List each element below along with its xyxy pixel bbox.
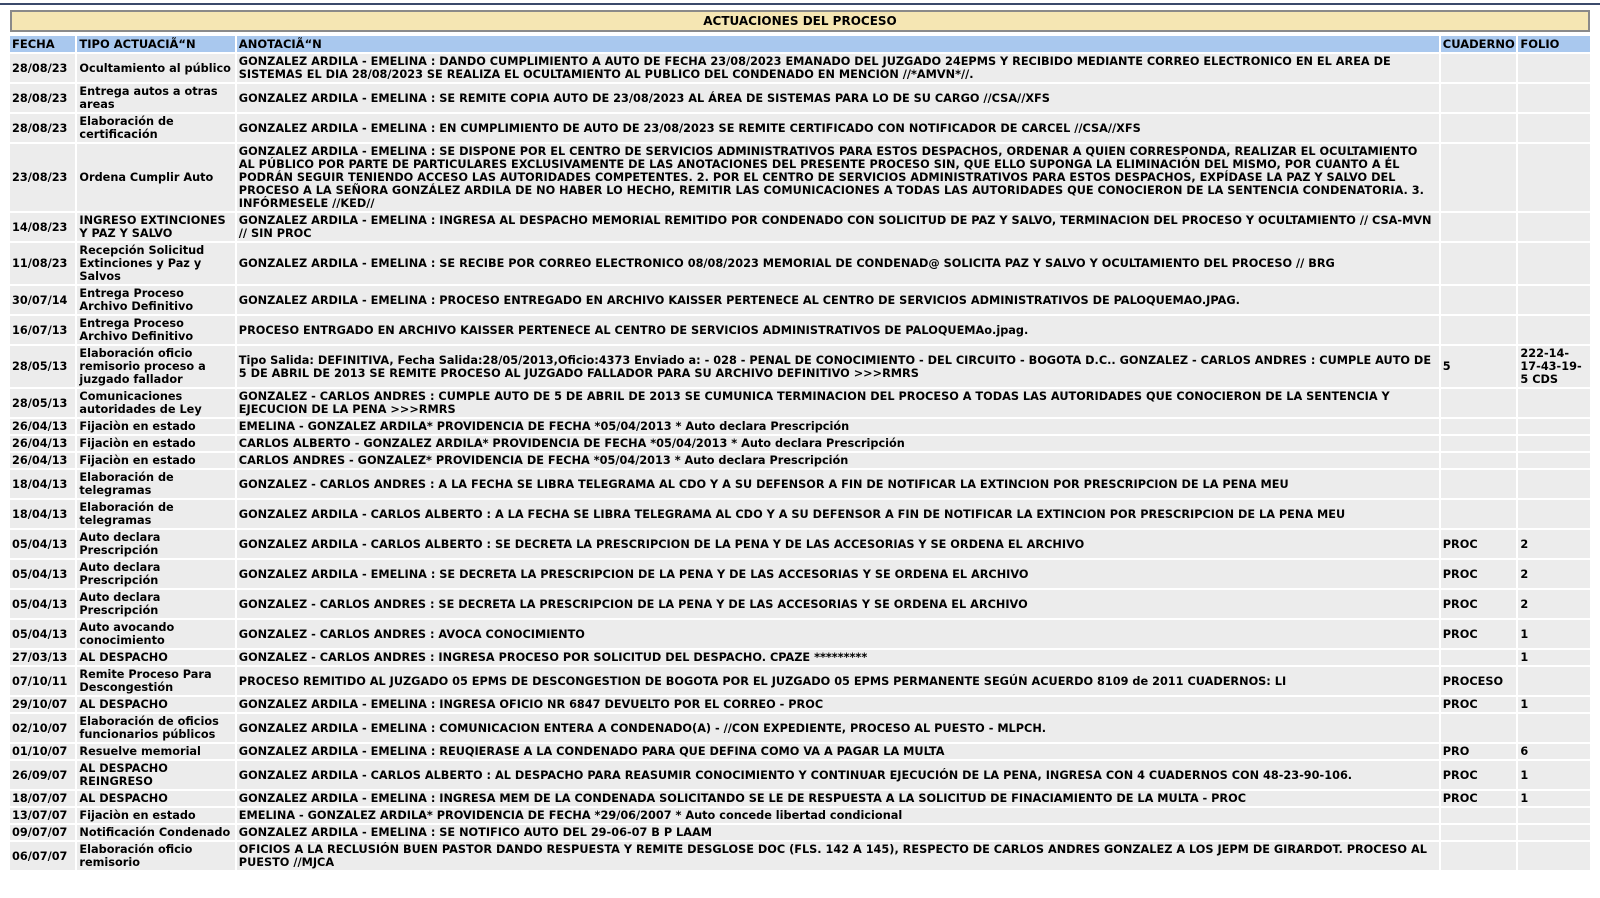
- cell-anotacion: GONZALEZ ARDILA - EMELINA : REUQIERASE A LA CONDENADO PARA QUE DEFINA COMO VA A PAGAR LA MULTA: [237, 744, 1439, 759]
- cell-folio: [1518, 436, 1590, 451]
- cell-cuaderno: [1441, 286, 1517, 314]
- cell-tipo-actuacion: AL DESPACHO: [77, 791, 234, 806]
- cell-fecha: 28/05/13: [10, 389, 75, 417]
- cell-folio: [1518, 389, 1590, 417]
- cell-cuaderno: [1441, 316, 1517, 344]
- cell-cuaderno: [1441, 213, 1517, 241]
- cell-tipo-actuacion: Resuelve memorial: [77, 744, 234, 759]
- cell-fecha: 28/08/23: [10, 114, 75, 142]
- cell-tipo-actuacion: Recepción Solicitud Extinciones y Paz y Salvos: [77, 243, 234, 284]
- cell-anotacion: GONZALEZ - CARLOS ANDRES : CUMPLE AUTO DE 5 DE ABRIL DE 2013 SE CUMUNICA TERMINACION DEL PROCESO A TODAS LAS AUTORIDADES QUE CONOCIERON DE LA SENTENCIA Y EJECUCION DE LA PENA >>>RMRS: [237, 389, 1439, 417]
- cell-anotacion: GONZALEZ ARDILA - EMELINA : SE REMITE COPIA AUTO DE 23/08/2023 AL ÁREA DE SISTEMAS PARA LO DE SU CARGO //CSA//XFS: [237, 84, 1439, 112]
- cell-tipo-actuacion: Elaboración oficio remisorio: [77, 842, 234, 870]
- table-row: [10, 825, 1590, 840]
- cell-anotacion: GONZALEZ ARDILA - EMELINA : SE DECRETA LA PRESCRIPCION DE LA PENA Y DE LAS ACCESORIAS Y SE ORDENA EL ARCHIVO: [237, 560, 1439, 588]
- table-row: [10, 316, 1590, 344]
- cell-cuaderno: PROC: [1441, 560, 1517, 588]
- cell-folio: 2: [1518, 530, 1590, 558]
- cell-folio: [1518, 114, 1590, 142]
- cell-cuaderno: [1441, 500, 1517, 528]
- cell-fecha: 26/04/13: [10, 436, 75, 451]
- cell-cuaderno: [1441, 470, 1517, 498]
- cell-cuaderno: [1441, 144, 1517, 211]
- cell-cuaderno: [1441, 389, 1517, 417]
- table-row: [10, 667, 1590, 695]
- table-row: [10, 697, 1590, 712]
- table-row: [10, 419, 1590, 434]
- cell-fecha: 01/10/07: [10, 744, 75, 759]
- cell-fecha: 26/04/13: [10, 453, 75, 468]
- cell-anotacion: GONZALEZ ARDILA - EMELINA : DANDO CUMPLIMIENTO A AUTO DE FECHA 23/08/2023 EMANADO DEL JUZGADO 24EPMS Y RECIBIDO MEDIANTE CORREO ELECTRONICO EN EL AREA DE SISTEMAS EL DIA 28/08/2023 SE REALIZA EL OCULTAMIENTO AL PUBLICO DEL CONDENADO EN MENCION //*AMVN*//.: [237, 54, 1439, 82]
- cell-cuaderno: [1441, 243, 1517, 284]
- cell-tipo-actuacion: Ocultamiento al público: [77, 54, 234, 82]
- cell-tipo-actuacion: Fijaciòn en estado: [77, 436, 234, 451]
- cell-fecha: 13/07/07: [10, 808, 75, 823]
- cell-anotacion: EMELINA - GONZALEZ ARDILA* PROVIDENCIA DE FECHA *29/06/2007 * Auto concede libertad condicional: [237, 808, 1439, 823]
- cell-anotacion: GONZALEZ - CARLOS ANDRES : AVOCA CONOCIMIENTO: [237, 620, 1439, 648]
- table-row: [10, 560, 1590, 588]
- cell-cuaderno: PROC: [1441, 791, 1517, 806]
- table-row: [10, 54, 1590, 82]
- cell-fecha: 05/04/13: [10, 560, 75, 588]
- cell-folio: 6: [1518, 744, 1590, 759]
- cell-fecha: 18/04/13: [10, 470, 75, 498]
- cell-cuaderno: [1441, 453, 1517, 468]
- cell-fecha: 27/03/13: [10, 650, 75, 665]
- actuaciones-table: [8, 34, 1592, 872]
- cell-anotacion: OFICIOS A LA RECLUSIÓN BUEN PASTOR DANDO RESPUESTA Y REMITE DESGLOSE DOC (FLS. 142 A 145), RESPECTO DE CARLOS ANDRES GONZALEZ A LOS JEPM DE GIRARDOT. PROCESO AL PUESTO //MJCA: [237, 842, 1439, 870]
- cell-anotacion: GONZALEZ ARDILA - CARLOS ALBERTO : A LA FECHA SE LIBRA TELEGRAMA AL CDO Y A SU DEFENSOR A FIN DE NOTIFICAR LA EXTINCION POR PRESCRIPCION DE LA PENA MEU: [237, 500, 1439, 528]
- cell-fecha: 05/04/13: [10, 530, 75, 558]
- table-row: [10, 500, 1590, 528]
- cell-fecha: 26/04/13: [10, 419, 75, 434]
- cell-cuaderno: 5: [1441, 346, 1517, 387]
- cell-anotacion: GONZALEZ ARDILA - EMELINA : INGRESA AL DESPACHO MEMORIAL REMITIDO POR CONDENADO CON SOLICITUD DE PAZ Y SALVO, TERMINACION DEL PROCESO Y OCULTAMIENTO // CSA-MVN // SIN PROC: [237, 213, 1439, 241]
- cell-anotacion: EMELINA - GONZALEZ ARDILA* PROVIDENCIA DE FECHA *05/04/2013 * Auto declara Prescripción: [237, 419, 1439, 434]
- table-row: [10, 620, 1590, 648]
- cell-tipo-actuacion: AL DESPACHO REINGRESO: [77, 761, 234, 789]
- cell-anotacion: GONZALEZ ARDILA - EMELINA : COMUNICACION ENTERA A CONDENADO(A) - //CON EXPEDIENTE, PROCESO AL PUESTO - MLPCH.: [237, 714, 1439, 742]
- cell-cuaderno: [1441, 650, 1517, 665]
- cell-folio: 1: [1518, 620, 1590, 648]
- cell-cuaderno: PROCESO: [1441, 667, 1517, 695]
- cell-tipo-actuacion: AL DESPACHO: [77, 650, 234, 665]
- actuaciones-panel: [10, 10, 1590, 872]
- cell-fecha: 07/10/11: [10, 667, 75, 695]
- cell-anotacion: GONZALEZ ARDILA - CARLOS ALBERTO : AL DESPACHO PARA REASUMIR CONOCIMIENTO Y CONTINUAR EJECUCIÓN DE LA PENA, INGRESA CON 4 CUADERNOS CON 48-23-90-106.: [237, 761, 1439, 789]
- cell-folio: [1518, 243, 1590, 284]
- table-row: [10, 213, 1590, 241]
- cell-cuaderno: PROC: [1441, 590, 1517, 618]
- cell-anotacion: CARLOS ANDRES - GONZALEZ* PROVIDENCIA DE FECHA *05/04/2013 * Auto declara Prescripción: [237, 453, 1439, 468]
- cell-tipo-actuacion: Elaboración oficio remisorio proceso a juzgado fallador: [77, 346, 234, 387]
- section-title: ACTUACIONES DEL PROCESO: [10, 10, 1590, 32]
- table-row: [10, 470, 1590, 498]
- cell-tipo-actuacion: AL DESPACHO: [77, 697, 234, 712]
- cell-folio: [1518, 54, 1590, 82]
- cell-cuaderno: [1441, 714, 1517, 742]
- cell-cuaderno: [1441, 842, 1517, 870]
- cell-folio: [1518, 825, 1590, 840]
- cell-anotacion: GONZALEZ - CARLOS ANDRES : SE DECRETA LA PRESCRIPCION DE LA PENA Y DE LAS ACCESORIAS Y SE ORDENA EL ARCHIVO: [237, 590, 1439, 618]
- cell-anotacion: PROCESO ENTRGADO EN ARCHIVO KAISSER PERTENECE AL CENTRO DE SERVICIOS ADMINISTRATIVOS DE PALOQUEMAo.jpag.: [237, 316, 1439, 344]
- table-row: [10, 243, 1590, 284]
- cell-cuaderno: [1441, 84, 1517, 112]
- cell-tipo-actuacion: Notificación Condenado: [77, 825, 234, 840]
- cell-cuaderno: [1441, 436, 1517, 451]
- cell-tipo-actuacion: Remite Proceso Para Descongestión: [77, 667, 234, 695]
- cell-fecha: 30/07/14: [10, 286, 75, 314]
- cell-anotacion: GONZALEZ - CARLOS ANDRES : A LA FECHA SE LIBRA TELEGRAMA AL CDO Y A SU DEFENSOR A FIN DE NOTIFICAR LA EXTINCION POR PRESCRIPCION DE LA PENA MEU: [237, 470, 1439, 498]
- cell-cuaderno: PROC: [1441, 620, 1517, 648]
- cell-folio: [1518, 213, 1590, 241]
- cell-fecha: 14/08/23: [10, 213, 75, 241]
- cell-folio: [1518, 144, 1590, 211]
- cell-cuaderno: [1441, 419, 1517, 434]
- cell-folio: [1518, 714, 1590, 742]
- cell-fecha: 28/08/23: [10, 84, 75, 112]
- cell-cuaderno: [1441, 808, 1517, 823]
- cell-tipo-actuacion: Auto declara Prescripción: [77, 560, 234, 588]
- cell-folio: [1518, 667, 1590, 695]
- table-row: [10, 791, 1590, 806]
- cell-tipo-actuacion: Auto declara Prescripción: [77, 590, 234, 618]
- header-anotacion: ANOTACIÃ“N: [237, 36, 1439, 52]
- cell-folio: 222-14-17-43-19-5 CDS: [1518, 346, 1590, 387]
- cell-fecha: 11/08/23: [10, 243, 75, 284]
- cell-tipo-actuacion: INGRESO EXTINCIONES Y PAZ Y SALVO: [77, 213, 234, 241]
- cell-cuaderno: PROC: [1441, 530, 1517, 558]
- cell-fecha: 02/10/07: [10, 714, 75, 742]
- cell-tipo-actuacion: Entrega autos a otras areas: [77, 84, 234, 112]
- header-fecha: FECHA: [10, 36, 75, 52]
- table-row: [10, 714, 1590, 742]
- cell-tipo-actuacion: Elaboración de telegramas: [77, 500, 234, 528]
- table-row: [10, 650, 1590, 665]
- cell-tipo-actuacion: Elaboración de telegramas: [77, 470, 234, 498]
- cell-tipo-actuacion: Fijaciòn en estado: [77, 419, 234, 434]
- header-folio: FOLIO: [1518, 36, 1590, 52]
- cell-tipo-actuacion: Elaboración de certificación: [77, 114, 234, 142]
- table-body: [10, 54, 1590, 870]
- table-row: [10, 144, 1590, 211]
- cell-folio: 1: [1518, 650, 1590, 665]
- cell-fecha: 16/07/13: [10, 316, 75, 344]
- cell-fecha: 28/08/23: [10, 54, 75, 82]
- header-tipo-actuacion: TIPO ACTUACIÃ“N: [77, 36, 234, 52]
- cell-folio: [1518, 84, 1590, 112]
- top-border: [0, 0, 1600, 8]
- cell-cuaderno: [1441, 54, 1517, 82]
- cell-anotacion: PROCESO REMITIDO AL JUZGADO 05 EPMS DE DESCONGESTION DE BOGOTA POR EL JUZGADO 05 EPMS PERMANENTE SEGÚN ACUERDO 8109 de 2011 CUADERNOS: LI: [237, 667, 1439, 695]
- table-row: [10, 114, 1590, 142]
- cell-cuaderno: [1441, 114, 1517, 142]
- table-row: [10, 808, 1590, 823]
- table-row: [10, 530, 1590, 558]
- table-row: [10, 761, 1590, 789]
- cell-folio: [1518, 316, 1590, 344]
- cell-folio: 2: [1518, 590, 1590, 618]
- cell-cuaderno: [1441, 825, 1517, 840]
- cell-anotacion: GONZALEZ ARDILA - EMELINA : PROCESO ENTREGADO EN ARCHIVO KAISSER PERTENECE AL CENTRO DE SERVICIOS ADMINISTRATIVOS DE PALOQUEMAO.JPAG.: [237, 286, 1439, 314]
- table-row: [10, 842, 1590, 870]
- header-cuaderno: CUADERNO: [1442, 37, 1515, 51]
- cell-fecha: 23/08/23: [10, 144, 75, 211]
- cell-fecha: 18/07/07: [10, 791, 75, 806]
- cell-folio: [1518, 500, 1590, 528]
- cell-anotacion: GONZALEZ ARDILA - EMELINA : EN CUMPLIMIENTO DE AUTO DE 23/08/2023 SE REMITE CERTIFICADO CON NOTIFICADOR DE CARCEL //CSA//XFS: [237, 114, 1439, 142]
- cell-folio: 1: [1518, 697, 1590, 712]
- cell-anotacion: GONZALEZ ARDILA - EMELINA : INGRESA OFICIO NR 6847 DEVUELTO POR EL CORREO - PROC: [237, 697, 1439, 712]
- cell-tipo-actuacion: Fijaciòn en estado: [77, 453, 234, 468]
- table-header-row: [10, 36, 1590, 52]
- cell-tipo-actuacion: Auto avocando conocimiento: [77, 620, 234, 648]
- cell-folio: 1: [1518, 761, 1590, 789]
- cell-tipo-actuacion: Ordena Cumplir Auto: [77, 144, 234, 211]
- table-row: [10, 590, 1590, 618]
- cell-folio: [1518, 808, 1590, 823]
- cell-anotacion: GONZALEZ ARDILA - EMELINA : SE DISPONE POR EL CENTRO DE SERVICIOS ADMINISTRATIVOS PARA ESTOS DESPACHOS, ORDENAR A QUIEN CORRESPONDA, REALIZAR EL OCULTAMIENTO AL PÚBLICO POR PARTE DE PARTICULARES EXCLUSIVAMENTE DE LAS ANOTACIONES DEL PRESENTE PROCESO SIN, QUE ELLO SUPONGA LA ELIMINACIÓN DEL MISMO, POR CUANTO A ÉL PODRÁN SEGUIR TENIENDO ACCESO LAS AUTORIDADES COMPETENTES. 2. POR EL CENTRO DE SERVICIOS ADMINISTRATIVOS PARA ESTOS DESPACHOS, EXPÍDASE LA PAZ Y SALVO DEL PROCESO A LA SEÑORA GONZÁLEZ ARDILA DE NO HABER LO HECHO, REMITIR LAS COMUNICACIONES A TODAS LAS AUTORIDADES QUE CONOCIERON DE LA SENTENCIA CONDENATORIA. 3. INFÓRMESELE //KED//: [237, 144, 1439, 211]
- cell-fecha: 29/10/07: [10, 697, 75, 712]
- table-row: [10, 436, 1590, 451]
- cell-folio: 1: [1518, 791, 1590, 806]
- cell-tipo-actuacion: Fijaciòn en estado: [77, 808, 234, 823]
- cell-anotacion: GONZALEZ ARDILA - EMELINA : INGRESA MEM DE LA CONDENADA SOLICITANDO SE LE DE RESPUESTA A LA SOLICITUD DE FINACIAMIENTO DE LA MULTA - PROC: [237, 791, 1439, 806]
- cell-cuaderno: PRO: [1441, 744, 1517, 759]
- cell-tipo-actuacion: Elaboración de oficios funcionarios públicos: [77, 714, 234, 742]
- table-row: [10, 744, 1590, 759]
- cell-folio: [1518, 419, 1590, 434]
- cell-folio: [1518, 286, 1590, 314]
- cell-anotacion: CARLOS ALBERTO - GONZALEZ ARDILA* PROVIDENCIA DE FECHA *05/04/2013 * Auto declara Prescripción: [237, 436, 1439, 451]
- cell-fecha: 18/04/13: [10, 500, 75, 528]
- cell-folio: 2: [1518, 560, 1590, 588]
- table-row: [10, 84, 1590, 112]
- cell-anotacion: GONZALEZ ARDILA - CARLOS ALBERTO : SE DECRETA LA PRESCRIPCION DE LA PENA Y DE LAS ACCESORIAS Y SE ORDENA EL ARCHIVO: [237, 530, 1439, 558]
- cell-anotacion: Tipo Salida: DEFINITIVA, Fecha Salida:28/05/2013,Oficio:4373 Enviado a: - 028 - PENAL DE CONOCIMIENTO - DEL CIRCUITO - BOGOTA D.C.. GONZALEZ - CARLOS ANDRES : CUMPLE AUTO DE 5 DE ABRIL DE 2013 SE REMITE PROCESO AL JUZGADO FALLADOR PARA SU ARCHIVO DEFINITIVO >>>RMRS: [237, 346, 1439, 387]
- cell-tipo-actuacion: Entrega Proceso Archivo Definitivo: [77, 286, 234, 314]
- cell-fecha: 09/07/07: [10, 825, 75, 840]
- cell-folio: [1518, 453, 1590, 468]
- cell-fecha: 05/04/13: [10, 590, 75, 618]
- cell-fecha: 26/09/07: [10, 761, 75, 789]
- cell-fecha: 06/07/07: [10, 842, 75, 870]
- table-row: [10, 453, 1590, 468]
- cell-anotacion: GONZALEZ ARDILA - EMELINA : SE RECIBE POR CORREO ELECTRONICO 08/08/2023 MEMORIAL DE CONDENAD@ SOLICITA PAZ Y SALVO Y OCULTAMIENTO DEL PROCESO // BRG: [237, 243, 1439, 284]
- cell-tipo-actuacion: Auto declara Prescripción: [77, 530, 234, 558]
- cell-tipo-actuacion: Entrega Proceso Archivo Definitivo: [77, 316, 234, 344]
- cell-anotacion: GONZALEZ ARDILA - EMELINA : SE NOTIFICO AUTO DEL 29-06-07 B P LAAM: [237, 825, 1439, 840]
- table-row: [10, 346, 1590, 387]
- table-row: [10, 389, 1590, 417]
- cell-folio: [1518, 470, 1590, 498]
- cell-fecha: 28/05/13: [10, 346, 75, 387]
- cell-folio: [1518, 842, 1590, 870]
- cell-tipo-actuacion: Comunicaciones autoridades de Ley: [77, 389, 234, 417]
- cell-anotacion: GONZALEZ - CARLOS ANDRES : INGRESA PROCESO POR SOLICITUD DEL DESPACHO. CPAZE *********: [237, 650, 1439, 665]
- cell-cuaderno: PROC: [1441, 697, 1517, 712]
- cell-cuaderno: PROC: [1441, 761, 1517, 789]
- cell-fecha: 05/04/13: [10, 620, 75, 648]
- table-row: [10, 286, 1590, 314]
